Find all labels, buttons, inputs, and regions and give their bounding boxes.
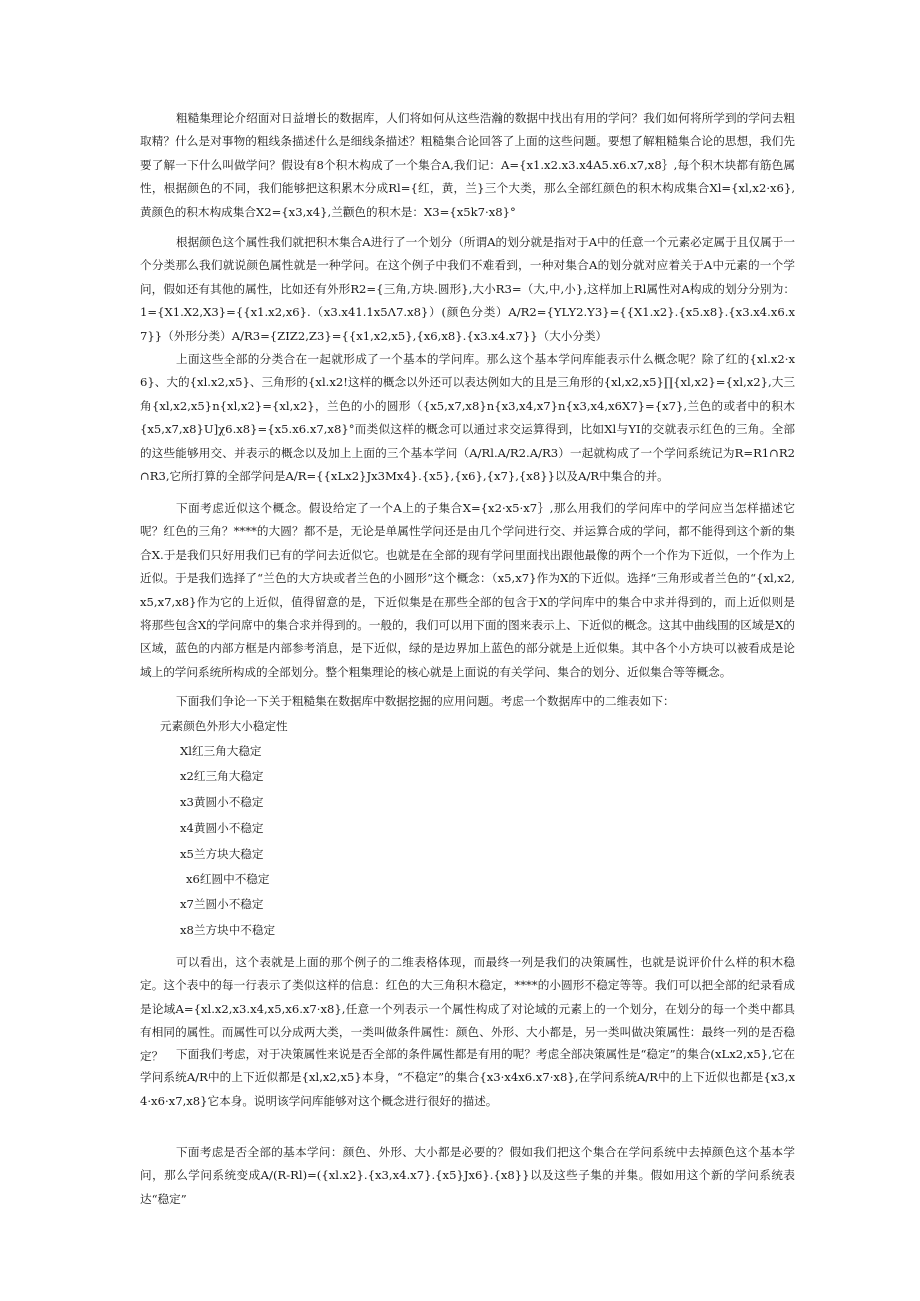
paragraph-approximation-check: 下面我们考虑，对于决策属性来说是否全部的条件属性都是有用的呢？考虑全部决策属性是“稳定”的集合(xLx2,x5},它在学问系统A/R中的上下近似都是{xl,x2,x5}本身，“不稳定”的集合{x3·x4x6.x7·x8},在学问系统A/R中的上下近似也都是{x3,x4·x6·x7,x8}它本身。说明该学问库能够对这个概念进行很好的描述。 <box>140 1047 795 1108</box>
paragraph-reduction: 下面考虑是否全部的基本学问：颜色、外形、大小都是必要的？假如我们把这个集合在学问系统中去掉颜色这个基本学问，那么学问系统变成A/(R-Rl)=({xl.x2}.{x3,x4.x7}.{x5}Jx6}.{x8}}以及这些子集的并集。假如用这个新的学问系统表达“稳定” <box>140 1145 795 1206</box>
paragraph-data-mining: 下面我们争论一下关于粗糙集在数据库中数据挖掘的应用问题。考虑一个数据库中的二维表如下： <box>176 694 675 708</box>
table-row: x5兰方块大稳定 <box>180 847 264 861</box>
table-row: x7兰圆小不稳定 <box>180 897 264 911</box>
table-row: x8兰方块中不稳定 <box>180 923 276 937</box>
table-header: 元素颜色外形大小稳定性 <box>160 719 288 733</box>
paragraph-intro: 粗糙集理论介绍面对日益增长的数据库，人们将如何从这些浩瀚的数据中找出有用的学问？我们如何将所学到的学问去粗取精？什么是对事物的粗线条描述什么是细线条描述？粗糙集合论回答了上面的这些问题。要想了解粗糙集合论的思想，我们先要了解一下什么叫做学问？假设有8个积木构成了一个集合A,我们记：A={x1.x2.x3.x4A5.x6.x7,x8｝,每个积木块都有筋色属性，根据颜色的不同，我们能够把这积累木分成Rl={红，黄，兰}三个大类，那么全部红颜色的积木构成集合Xl={xl,x2·x6},黄颜色的积木构成集合X2={x3,x4},兰颧色的积木是：X3={x5k7·x8}° <box>140 111 795 219</box>
table-row: Xl红三角大稳定 <box>180 744 262 758</box>
table-row: x6红圆中不稳定 <box>186 872 270 886</box>
paragraph-partition: 根据颜色这个属性我们就把积木集合A进行了一个划分（所谓A的划分就是指对于A中的任意一个元素必定属于且仅属于一个分类那么我们就说颜色属性就是一种学问。在这个例子中我们不难看到，一种对集合A的划分就对应着关于A中元素的一个学问，假如还有其他的属性，比如还有外形R2={三角,方块.圆形},大小R3=（大,中,小},这样加上Rl属性对A构成的划分分别为：1={X1.X2,X3}={{x1.x2,x6}.（x3.x41.1x5Λ7.x8}）(颜色分类）A/R2={YLY2.Y3}={{X1.x2}.{x5.x8}.{x3.x4.x6.x7}}（外形分类）A∕R3={ZIZ2,Z3}={{x1,x2,x5},{x6,x8}.{x3.x4.x7}}（大小分类） <box>140 235 795 343</box>
paragraph-knowledge-base: 上面这些全部的分类合在一起就形成了一个基本的学问库。那么这个基本学问库能表示什么概念呢？除了红的{xl.x2·x6}、大的{xl.x2,x5}、三角形的{xl.x2!这样的概念以外还可以表达例如大的且是三角形的{xl,x2,x5}∏{xl,x2}={xl,x2},大三角{xl,x2,x5}n{xl,x2}={xl,x2}，兰色的小的圆形（{x5,x7,x8}n{x3,x4,x7}n{x3,x4,x6X7}={x7},兰色的或者中的积木{x5,x7,x8}U]χ6.x8}={x5.x6.x7,x8}°而类似这样的概念可以通过求交运算得到，比如Xl与YI的交就表示红色的三角。全部的这些能够用交、并表示的概念以及加上上面的三个基本学问（A/Rl.A/R2.A/R3）一起就构成了一个学问系统记为R=R1∩R2∩R3,它所打算的全部学问是A∕R={{xLx2}Jx3Mx4}.{x5},{x6},{x7},{x8}}以及A/R中集合的并。 <box>140 352 795 484</box>
table-row: x3黄圆小不稳定 <box>180 795 264 809</box>
table-row: x2红三角大稳定 <box>180 769 264 783</box>
paragraph-decision-attribute: 可以看出，这个表就是上面的那个例子的二维表格体现，而最终一列是我们的决策属性，也就是说评价什么样的积木稳定。这个表中的每一行表示了类似这样的信息：红色的大三角积木稳定，****的小圆形不稳定等等。我们可以把全部的纪录看成是论域A={xl.x2,x3.x4,x5,x6.x7·x8},任意一个列表示一个属性构成了对论域的元素上的一个划分，在划分的每一个类中都具有相同的属性。而属性可以分成两大类，一类叫做条件属性：颜色、外形、大小都是，另一类叫做决策属性：最终一列的是否稳定？ <box>140 955 795 1063</box>
table-row: x4黄圆小不稳定 <box>180 821 264 835</box>
paragraph-approximation: 下面考虑近似这个概念。假设给定了一个A上的子集合X={x2·x5·x7｝,那么用我们的学问库中的学问应当怎样描述它呢？红色的三角？****的大圆？都不是，无论是单属性学问还是由几个学问进行交、并运算合成的学问，都不能得到这个新的集合X.于是我们只好用我们已有的学问去近似它。也就是在全部的现有学问里面找出跟他最像的两个一个作为下近似，一个作为上近似。于是我们选择了“兰色的大方块或者兰色的小圆形”这个概念：（x5,x7}作为X的下近似。选择“三角形或者兰色的“{xl,x2,x5,x7,x8}作为它的上近似，值得留意的是，下近似集是在那些全部的包含于X的学问库中的集合中求并得到的，而上近似则是将那些包含X的学问席中的集合求并得到的。一般的，我们可以用下面的图来表示上、下近似的概念。这其中曲线围的区域是X的区域，蓝色的内部方框是内部参考消息，是下近似，绿的是边界加上蓝色的部分就是上近似集。其中各个小方块可以被看成是论域上的学问系统所构成的全部划分。整个粗集理论的核心就是上面说的有关学问、集合的划分、近似集合等等概念。 <box>140 501 795 679</box>
